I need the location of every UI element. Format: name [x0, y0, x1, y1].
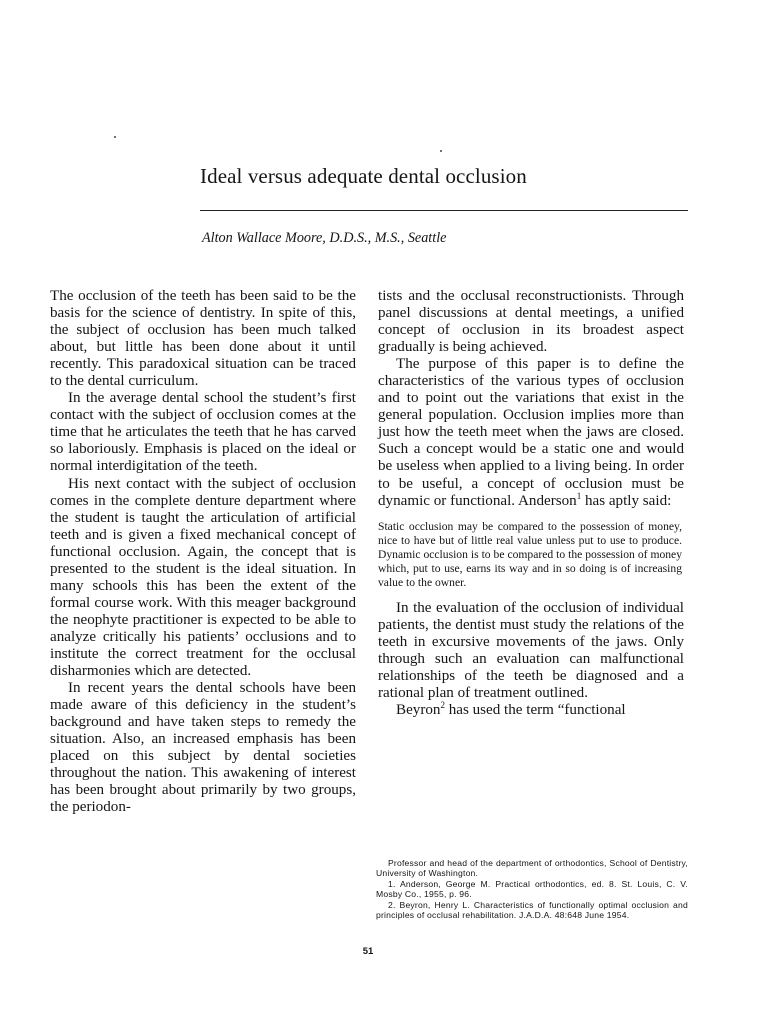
scan-speck	[114, 136, 116, 138]
paragraph-first-contact: In the average dental school the student’s first contact with the subject of occlusion comes at the time that he articulates the teeth that he has carved so laboriously. Emphasis is placed on the ideal or normal interdigitation of the teeth.	[50, 390, 356, 475]
reference-marker-2: 2	[440, 700, 445, 711]
article-title: Ideal versus adequate dental occlusion	[200, 164, 527, 188]
scan-speck	[440, 150, 442, 152]
paragraph-next-contact: His next contact with the subject of occlusion comes in the complete denture department where the student is taught the articulation of artificial teeth and is given a fixed mechanical concept of functional occlusion. Again, the concept that is presented to the student is the ideal situation. In many schools this has been the extent of the formal course work. With this meager background the neophyte practitioner is expected to be able to analyze critically his patients’ occlusions and to institute the correct treatment for the occlusal disharmonies which are detected.	[50, 475, 356, 680]
page-number: 51	[362, 946, 374, 957]
paragraph-continued: tists and the occlusal reconstructionists. Through panel discussions at dental meetings, a unified concept of occlusion in its broadest aspect gradually is being achieved.	[378, 288, 684, 356]
paragraph-purpose	[378, 356, 684, 509]
left-column	[50, 288, 356, 816]
paragraph-evaluation: In the evaluation of the occlusion of individual patients, the dentist must study the relations of the teeth in excursive movements of the jaws. Only through such an evaluation can malfunctional relationships of the teeth be diagnosed and a rational plan of treatment outlined.	[378, 600, 684, 702]
reference-marker-1: 1	[576, 490, 582, 501]
paragraph-intro: The occlusion of the teeth has been said to be the basis for the science of dentistry. In spite of this, the subject of occlusion has been much talked about, but little has been done about it until recently. This paradoxical situation can be traced to the dental curriculum.	[50, 288, 356, 390]
right-column	[378, 288, 684, 719]
paragraph-recent-years: In recent years the dental schools have been made aware of this deficiency in the student’s background and have taken steps to remedy the situation. Also, an increased emphasis has been placed on this subject by dental societies throughout the nation. This awakening of interest has been brought about primarily by two groups, the periodon-	[50, 680, 356, 816]
footnote-affiliation: Professor and head of the department of orthodontics, School of Dentistry, University of Washington.	[376, 858, 688, 879]
paragraph-beyron-start: Beyron	[396, 702, 441, 719]
footnotes	[376, 858, 688, 920]
footnote-reference-2: 2. Beyron, Henry L. Characteristics of functionally optimal occlusion and principles of occlusal rehabilitation. J.A.D.A. 48:648 June 1954.	[376, 899, 688, 921]
paragraph-beyron	[378, 702, 684, 719]
footnote-reference-1: 1. Anderson, George M. Practical orthodontics, ed. 8. St. Louis, C. V. Mosby Co., 1955, p. 96.	[376, 878, 688, 900]
title-rule	[200, 210, 688, 211]
paragraph-purpose-tail: has aptly said:	[581, 492, 672, 509]
author-byline: Alton Wallace Moore, D.D.S., M.S., Seattle	[202, 230, 447, 246]
block-quote: Static occlusion may be compared to the possession of money, nice to have but of little real value unless put to use to produce. Dynamic occlusion is to be compared to the possession of money which, put to use, earns its way and in so doing is of increasing value to the owner.	[378, 519, 682, 589]
paragraph-purpose-text: The purpose of this paper is to define the characteristics of the various types of occlusion and to point out the variations that exist in the general population. Occlusion implies more than just how the teeth meet when the jaws are closed. Such a concept would be a static one and would be useless when applied to a living being. In order to be useful, a concept of occlusion must be dynamic or functional. Anderson	[378, 356, 684, 509]
paragraph-beyron-tail: has used the term “functional	[444, 702, 626, 719]
